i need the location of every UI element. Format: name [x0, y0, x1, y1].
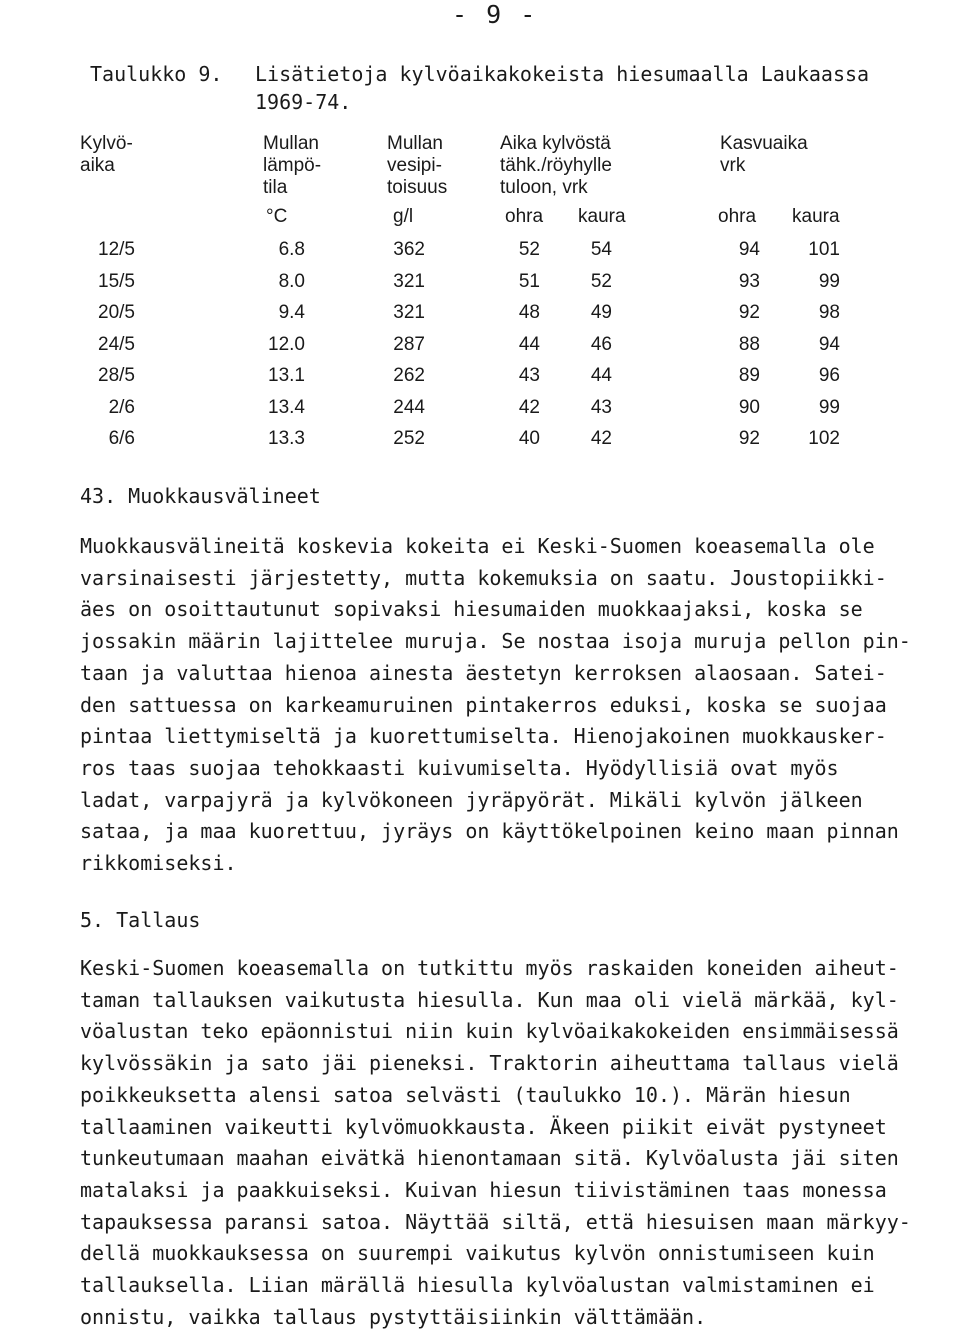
section-heading-tallaus: 5. Tallaus	[80, 908, 201, 932]
text-line: tallaaminen vaikeutti kylvömuokkausta. Äkeen piikit eivät pystyneet	[80, 1114, 887, 1139]
cell-kaura-days: 49	[590, 302, 612, 323]
cell-kaura-days: 52	[590, 270, 612, 292]
data-table	[80, 133, 870, 453]
text-line: ladat, varpajyrä ja kylvökoneen jyräpyörät. Mikäli kylvön jälkeen	[80, 787, 863, 812]
table-caption-title: Lisätietoja kylvöaikakokeista hiesumaalla Laukaassa	[255, 62, 870, 86]
text-line: onnistu, vaikka tallaus pystyttäisiinkin välttämään.	[80, 1304, 707, 1329]
cell-ohra-days: 44	[518, 333, 540, 355]
cell-ohra-days: 51	[518, 270, 540, 292]
cell-ohra-days: 43	[518, 365, 540, 386]
section-body-tallaus	[80, 953, 950, 1333]
table-caption-label: Taulukko 9.	[90, 62, 223, 86]
header-days-to-heading: Aika kylvöstä tähk./röyhylle tuloon, vrk	[500, 133, 612, 198]
section-body-muokkausvalineet	[80, 531, 950, 880]
subheader-ohra-days: ohra	[505, 206, 544, 227]
text-line: kylvössäkin ja sato jäi pieneksi. Traktorin aiheuttama tallaus vielä	[80, 1051, 899, 1076]
text-line: sataa, ja maa kuorettuu, jyräys on käyttökelpoinen keino maan pinnan	[80, 819, 899, 844]
cell-ohra-growth: 94	[738, 239, 760, 260]
cell-kaura-growth: 102	[808, 428, 840, 449]
cell-kaura-days: 43	[590, 396, 612, 418]
cell-soil-moisture: 321	[393, 302, 425, 323]
text-line: taman tallauksen vaikutusta hiesulla. Kun maa oli vielä märkää, kyl-	[80, 987, 899, 1012]
cell-soil-moisture: 287	[393, 333, 425, 355]
cell-kaura-growth: 99	[818, 396, 840, 418]
text-line: dellä muokkauksessa on suurempi vaikutus kylvön onnistumiseen kuin	[80, 1241, 875, 1266]
cell-sowing-date: 15/5	[98, 270, 135, 292]
cell-sowing-date: 24/5	[98, 333, 135, 355]
cell-kaura-growth: 98	[818, 302, 840, 323]
cell-ohra-growth: 88	[738, 333, 760, 355]
text-line: taan ja valuttaa hienoa ainesta äestetyn kerroksen alaosaan. Satei-	[80, 660, 887, 685]
subheader-ohra-growth: ohra	[718, 206, 757, 227]
text-line: pintaa liettymiseltä ja kuorettumiselta. Hienojakoinen muokkausker-	[80, 724, 887, 749]
cell-ohra-growth: 89	[738, 365, 760, 386]
cell-ohra-days: 48	[518, 302, 540, 323]
cell-kaura-growth: 99	[818, 270, 840, 292]
cell-ohra-growth: 90	[738, 396, 760, 418]
cell-sowing-date: 12/5	[98, 239, 135, 260]
cell-soil-moisture: 362	[393, 239, 425, 260]
cell-soil-moisture: 321	[393, 270, 425, 292]
header-soil-temperature: Mullan lämpö- tila	[263, 133, 322, 198]
subheader-kaura-growth: kaura	[792, 206, 840, 227]
unit-moisture: g/l	[393, 206, 414, 227]
page-number: - 9 -	[452, 0, 538, 29]
unit-temperature: °C	[266, 206, 288, 227]
cell-soil-moisture: 252	[393, 428, 425, 449]
header-sowing-time: Kylvö- aika	[80, 133, 133, 176]
cell-kaura-days: 46	[590, 333, 612, 355]
text-line: den sattuessa on karkeamuruinen pintakerros eduksi, koska se suojaa	[80, 692, 887, 717]
text-line: äes on osoittautunut sopivaksi hiesumaiden muokkaajaksi, koska se	[80, 597, 863, 622]
cell-sowing-date: 2/6	[108, 396, 135, 418]
cell-soil-moisture: 262	[393, 365, 425, 386]
cell-kaura-growth: 101	[808, 239, 840, 260]
text-line: poikkeuksetta alensi satoa selvästi (taulukko 10.). Märän hiesun	[80, 1082, 851, 1107]
text-line: tapauksessa paransi satoa. Näyttää siltä, että hiesuisen maan märkyy-	[80, 1209, 911, 1234]
cell-soil-temp: 13.4	[268, 396, 305, 418]
section-heading-muokkausvalineet: 43. Muokkausvälineet	[80, 484, 321, 508]
cell-ohra-days: 42	[518, 396, 540, 418]
cell-soil-temp: 6.8	[278, 239, 305, 260]
text-line: jossakin määrin lajittelee muruja. Se nostaa isoja muruja pellon pin-	[80, 629, 911, 654]
header-soil-moisture: Mullan vesipi- toisuus	[387, 133, 448, 198]
text-line: varsinaisesti järjestetty, mutta kokemuksia on saatu. Joustopiikki-	[80, 565, 887, 590]
cell-kaura-growth: 94	[818, 333, 840, 355]
cell-ohra-days: 52	[518, 239, 540, 260]
text-line: vöalustan teko epäonnistui niin kuin kylvöaikakokeiden ensimmäisessä	[80, 1019, 899, 1044]
text-line: tallauksella. Liian märällä hiesulla kylvöalustan valmistaminen ei	[80, 1273, 875, 1298]
cell-soil-temp: 13.1	[268, 365, 305, 386]
cell-soil-temp: 12.0	[268, 333, 305, 355]
text-line: ros taas suojaa tehokkaasti kuivumiselta. Hyödyllisiä ovat myös	[80, 755, 839, 780]
text-line: Muokkausvälineitä koskevia kokeita ei Keski-Suomen koeasemalla ole	[80, 534, 875, 558]
table-caption-years: 1969-74.	[255, 90, 352, 114]
cell-sowing-date: 6/6	[108, 428, 135, 449]
cell-ohra-growth: 92	[738, 302, 760, 323]
cell-sowing-date: 20/5	[98, 302, 135, 323]
text-line: Keski-Suomen koeasemalla on tutkittu myös raskaiden koneiden aiheut-	[80, 956, 899, 980]
cell-kaura-growth: 96	[818, 365, 840, 386]
text-line: matalaksi ja paakkuiseksi. Kuivan hiesun tiivistäminen taas monessa	[80, 1177, 887, 1202]
cell-kaura-days: 44	[590, 365, 612, 386]
cell-kaura-days: 54	[590, 239, 612, 260]
cell-kaura-days: 42	[590, 428, 612, 449]
cell-soil-temp: 8.0	[278, 270, 305, 292]
cell-ohra-growth: 93	[738, 270, 760, 292]
cell-ohra-growth: 92	[738, 428, 760, 449]
table-caption	[90, 60, 869, 116]
subheader-kaura-days: kaura	[578, 206, 626, 227]
header-growing-period: Kasvuaika vrk	[720, 133, 808, 176]
cell-soil-temp: 9.4	[278, 302, 305, 323]
cell-sowing-date: 28/5	[98, 365, 135, 386]
text-line: rikkomiseksi.	[80, 851, 237, 876]
cell-ohra-days: 40	[518, 428, 540, 449]
text-line: tunkeutumaan maahan eivätkä hienontamaan sitä. Kylvöalusta jäi siten	[80, 1146, 899, 1171]
cell-soil-temp: 13.3	[268, 428, 305, 449]
cell-soil-moisture: 244	[393, 396, 425, 418]
